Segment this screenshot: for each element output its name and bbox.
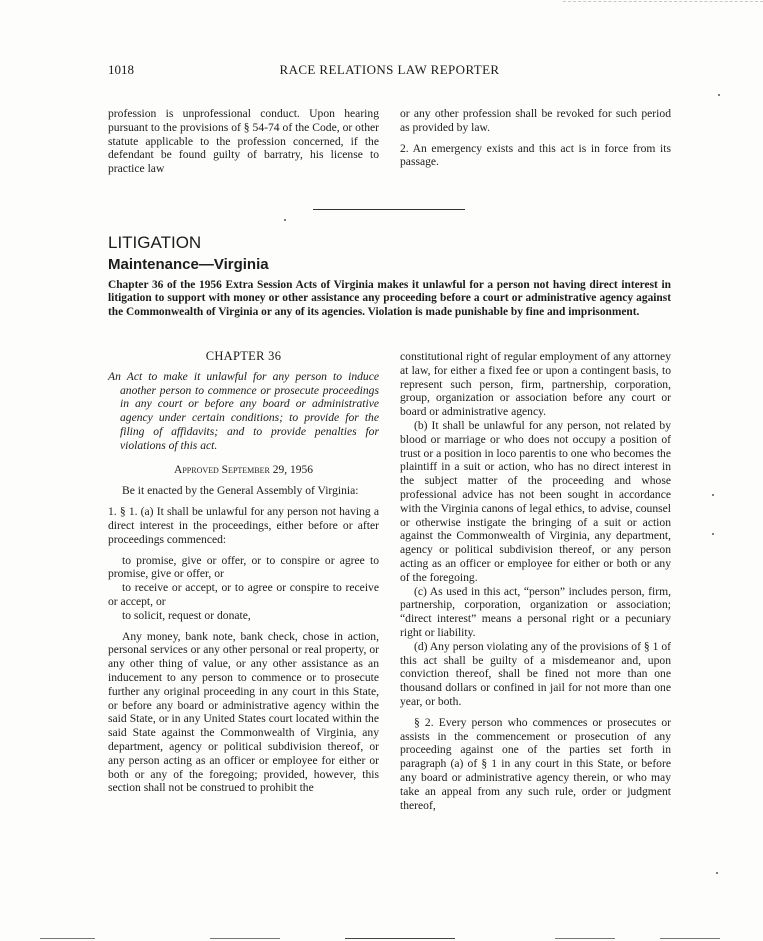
paragraph-d: (d) Any person violating any of the provisions of § 1 of this act shall be guilty of a misdemeanor and, upon conviction thereof, shall be fined not more than one thousand dollars or confined in jail for not more than one year, or both. [400,639,671,708]
section-divider [313,209,465,210]
list-item: to receive or accept, or to agree or conspire to receive or accept, or [108,581,379,608]
scan-speck [712,533,714,535]
scan-edge-mark [345,938,455,939]
scan-speck [284,219,286,221]
page-number: 1018 [108,62,134,77]
section-title: LITIGATION [108,233,202,252]
section-1a: 1. § 1. (a) It shall be unlawful for any person not having a direct interest in the proceedings, either before or after proceedings commenced: [108,505,379,546]
scan-edge-mark [555,938,615,939]
paragraph: or any other profession shall be revoked for such period as provided by law. [400,107,671,134]
section-subtitle: Maintenance—Virginia [108,256,269,273]
running-header [108,62,671,78]
scan-edge-mark [40,938,95,939]
paragraph: constitutional right of regular employment of any attorney at law, for either a fixed fee or upon a contingent basis, to represent such person, firm, partnership, corporation, group, organization or association before any court or board or administrative agency. [400,350,671,419]
list-item: to promise, give or offer, or to conspire or agree to promise, give or offer, or [108,553,379,581]
scan-edge-mark [210,938,280,939]
act-intro: An Act to make it unlawful for any person to induce another person to commence or prosecute proceedings in any court or before any board or administrative agency under certain conditions; to provide for the filing of affidavits; and to provide penalties for violations of this act. [108,369,379,452]
section-2: § 2. Every person who commences or prosecutes or assists in the commencement or prosecution of any proceeding against one of the parties set forth in paragraph (a) of § 1 in any court in this State, or before any board or administrative agency therein, or who may take an appeal from any such rule, order or judgment thereof, [400,715,671,812]
paragraph: 2. An emergency exists and this act is in force from its passage. [400,141,671,169]
running-title: RACE RELATIONS LAW REPORTER [279,62,500,77]
scan-edge-mark [660,938,720,939]
paragraph-b: (b) It shall be unlawful for any person, not related by blood or marriage or who does not occupy a position of trust or a position in loco parentis to one who becomes the plaintiff in a suit or action, who has no direct interest in the subject matter of the proceeding and whose professional advice has not been sought in accordance with the Virginia canons of legal ethics, to advise, counsel or otherwise instigate the bringing of a suit or action against the Commonwealth of Virginia, any department, agency or political subdivision thereof, or any person acting as an officer or employee for either or both or any of the foregoing. [400,418,671,584]
section-summary: Chapter 36 of the 1956 Extra Session Acts of Virginia makes it unlawful for a person not having direct interest in litigation to support with money or other assistance any proceeding before a court or administrative agency against the Commonwealth of Virginia or any of its agencies. Violation is made punishable by fine and imprisonment. [108,279,671,318]
scan-edge-mark [563,1,763,2]
list-item: to solicit, request or donate, [122,608,251,622]
scan-speck [718,94,720,96]
enacting-clause: Be it enacted by the General Assembly of Virginia: [122,484,359,498]
approval-date: Approved September 29, 1956 [174,463,313,476]
top-right-column [400,107,671,169]
right-body-column [400,350,671,812]
scan-speck [712,494,714,496]
scan-speck [716,872,718,874]
paragraph-c: (c) As used in this act, “person” includes person, firm, partnership, corporation, organization or association; “direct interest” means a personal right or a pecuniary right or liability. [400,584,671,639]
top-left-column [108,107,379,176]
paragraph: Any money, bank note, bank check, chose in action, personal services or any other personal or real property, or any other thing of value, or any other assistance as an inducement to any person to commence or to prosecute further any original proceeding in any court in this State, or before any board or administrative agency within the said State, or in any United States court located within the said State against the Commonwealth of Virginia, any department, agency or political subdivision thereof, or any person acting as an officer or employee for either or both or any of the foregoing; provided, however, this section shall not be construed to prohibit the [108,629,379,795]
left-body-column [108,350,379,795]
paragraph: profession is unprofessional conduct. Upon hearing pursuant to the provisions of § 54-74 of the Code, or other statute applicable to the profession concerned, if the defendant be found guilty of barratry, his license to practice law [108,107,379,176]
chapter-title: CHAPTER 36 [205,349,282,363]
